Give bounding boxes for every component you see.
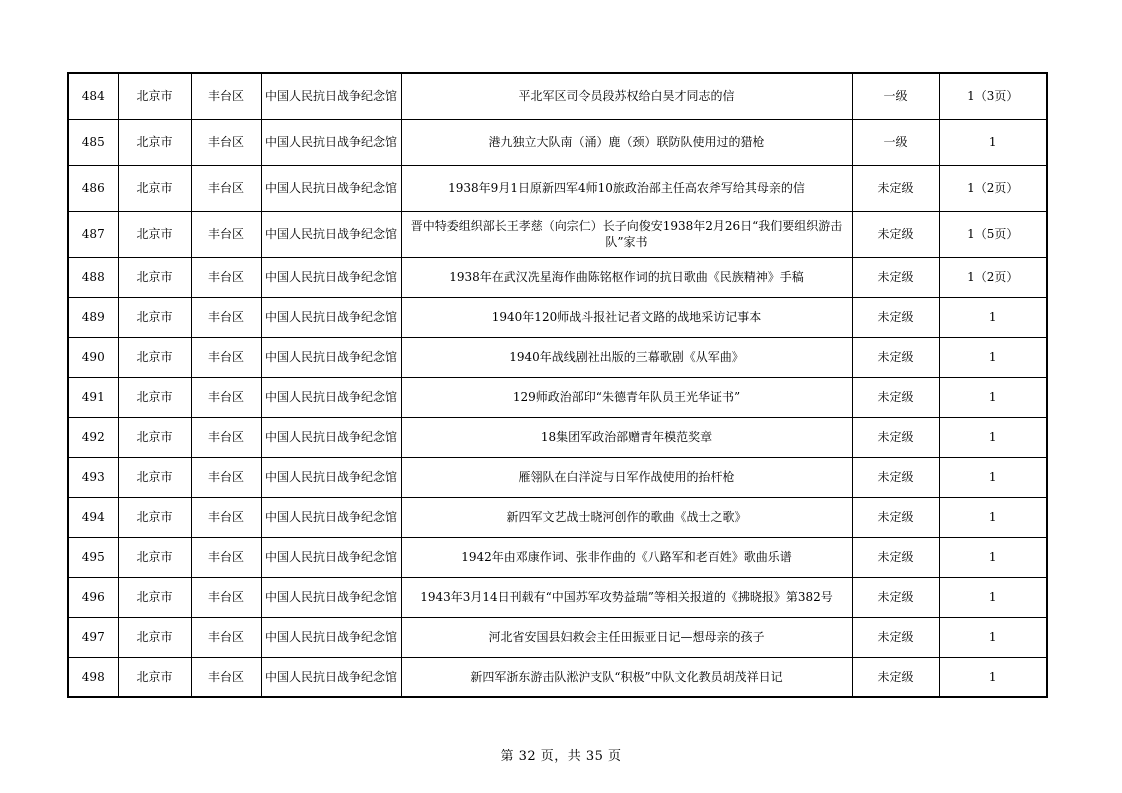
cell-grade: 未定级: [852, 537, 939, 577]
cell-city: 北京市: [118, 337, 191, 377]
cell-quantity: 1: [939, 377, 1047, 417]
cell-district: 丰台区: [191, 497, 261, 537]
cell-item-name: 新四军浙东游击队淞沪支队“积极”中队文化教员胡茂祥日记: [401, 657, 852, 697]
cell-museum: 中国人民抗日战争纪念馆: [261, 617, 401, 657]
cell-quantity: 1: [939, 119, 1047, 165]
cell-item-name: 1943年3月14日刊载有“中国苏军攻势益瑞”等相关报道的《拂晓报》第382号: [401, 577, 852, 617]
cell-quantity: 1: [939, 577, 1047, 617]
cell-grade: 未定级: [852, 257, 939, 297]
cell-grade: 未定级: [852, 417, 939, 457]
cell-quantity: 1: [939, 617, 1047, 657]
cell-quantity: 1: [939, 537, 1047, 577]
cell-museum: 中国人民抗日战争纪念馆: [261, 377, 401, 417]
cell-grade: 未定级: [852, 457, 939, 497]
cell-number: 495: [68, 537, 118, 577]
cell-museum: 中国人民抗日战争纪念馆: [261, 165, 401, 211]
cell-item-name: 1942年由邓康作词、张非作曲的《八路军和老百姓》歌曲乐谱: [401, 537, 852, 577]
cell-quantity: 1: [939, 457, 1047, 497]
cell-city: 北京市: [118, 417, 191, 457]
cell-district: 丰台区: [191, 257, 261, 297]
cell-item-name: 河北省安国县妇救会主任田振亚日记—想母亲的孩子: [401, 617, 852, 657]
cell-museum: 中国人民抗日战争纪念馆: [261, 497, 401, 537]
cell-district: 丰台区: [191, 337, 261, 377]
cell-item-name: 1940年120师战斗报社记者文路的战地采访记事本: [401, 297, 852, 337]
table-row: [68, 417, 1047, 457]
cell-number: 492: [68, 417, 118, 457]
table-row: [68, 617, 1047, 657]
cell-city: 北京市: [118, 297, 191, 337]
cell-number: 489: [68, 297, 118, 337]
cell-item-name: 1938年在武汉冼星海作曲陈铭枢作词的抗日歌曲《民族精神》手稿: [401, 257, 852, 297]
table-row: [68, 165, 1047, 211]
cell-quantity: 1（2页）: [939, 165, 1047, 211]
cell-district: 丰台区: [191, 119, 261, 165]
table-row: [68, 337, 1047, 377]
cell-district: 丰台区: [191, 377, 261, 417]
cell-city: 北京市: [118, 165, 191, 211]
cell-grade: 未定级: [852, 297, 939, 337]
cell-district: 丰台区: [191, 537, 261, 577]
cell-city: 北京市: [118, 119, 191, 165]
table-row: [68, 73, 1047, 119]
cell-museum: 中国人民抗日战争纪念馆: [261, 457, 401, 497]
cell-city: 北京市: [118, 211, 191, 257]
cell-city: 北京市: [118, 577, 191, 617]
table-row: [68, 211, 1047, 257]
cell-district: 丰台区: [191, 297, 261, 337]
cell-item-name: 129师政治部印“朱德青年队员王光华证书”: [401, 377, 852, 417]
cell-museum: 中国人民抗日战争纪念馆: [261, 119, 401, 165]
page-footer: [0, 745, 1122, 764]
cell-quantity: 1（5页）: [939, 211, 1047, 257]
cell-number: 493: [68, 457, 118, 497]
cell-museum: 中国人民抗日战争纪念馆: [261, 417, 401, 457]
cell-grade: 未定级: [852, 657, 939, 697]
cell-quantity: 1（3页）: [939, 73, 1047, 119]
cell-grade: 未定级: [852, 337, 939, 377]
cell-number: 494: [68, 497, 118, 537]
table-body: [68, 73, 1047, 697]
cell-museum: 中国人民抗日战争纪念馆: [261, 657, 401, 697]
cell-item-name: 港九独立大队南（涌）鹿（颈）联防队使用过的猎枪: [401, 119, 852, 165]
cell-grade: 未定级: [852, 211, 939, 257]
cell-district: 丰台区: [191, 617, 261, 657]
cell-city: 北京市: [118, 657, 191, 697]
table-row: [68, 657, 1047, 697]
cell-grade: 一级: [852, 119, 939, 165]
cell-museum: 中国人民抗日战争纪念馆: [261, 297, 401, 337]
cell-city: 北京市: [118, 457, 191, 497]
cell-number: 490: [68, 337, 118, 377]
cell-city: 北京市: [118, 73, 191, 119]
cell-grade: 一级: [852, 73, 939, 119]
page-number-label: 第 32 页，共 35 页: [500, 749, 622, 764]
cell-item-name: 1940年战线剧社出版的三幕歌剧《从军曲》: [401, 337, 852, 377]
cell-museum: 中国人民抗日战争纪念馆: [261, 337, 401, 377]
cell-museum: 中国人民抗日战争纪念馆: [261, 577, 401, 617]
cell-item-name: 18集团军政治部赠青年模范奖章: [401, 417, 852, 457]
table-row: [68, 577, 1047, 617]
cell-number: 486: [68, 165, 118, 211]
cell-district: 丰台区: [191, 417, 261, 457]
cell-number: 491: [68, 377, 118, 417]
cell-district: 丰台区: [191, 73, 261, 119]
cell-quantity: 1: [939, 417, 1047, 457]
table-row: [68, 497, 1047, 537]
cell-number: 485: [68, 119, 118, 165]
cell-grade: 未定级: [852, 497, 939, 537]
cell-district: 丰台区: [191, 211, 261, 257]
cell-city: 北京市: [118, 617, 191, 657]
cell-city: 北京市: [118, 537, 191, 577]
cell-grade: 未定级: [852, 577, 939, 617]
table-row: [68, 257, 1047, 297]
cell-district: 丰台区: [191, 657, 261, 697]
cell-quantity: 1: [939, 297, 1047, 337]
cell-grade: 未定级: [852, 165, 939, 211]
cell-museum: 中国人民抗日战争纪念馆: [261, 257, 401, 297]
cell-number: 488: [68, 257, 118, 297]
cell-museum: 中国人民抗日战争纪念馆: [261, 537, 401, 577]
cell-city: 北京市: [118, 377, 191, 417]
cell-number: 497: [68, 617, 118, 657]
cell-museum: 中国人民抗日战争纪念馆: [261, 73, 401, 119]
cell-number: 487: [68, 211, 118, 257]
cell-city: 北京市: [118, 497, 191, 537]
cell-grade: 未定级: [852, 377, 939, 417]
cell-item-name: 新四军文艺战士晓河创作的歌曲《战士之歌》: [401, 497, 852, 537]
table-row: [68, 377, 1047, 417]
table-row: [68, 457, 1047, 497]
cell-district: 丰台区: [191, 457, 261, 497]
table-row: [68, 537, 1047, 577]
cell-city: 北京市: [118, 257, 191, 297]
table-row: [68, 119, 1047, 165]
cell-item-name: 晋中特委组织部长王孝慈（向宗仁）长子向俊安1938年2月26日“我们要组织游击队”家书: [401, 211, 852, 257]
cell-number: 498: [68, 657, 118, 697]
cell-museum: 中国人民抗日战争纪念馆: [261, 211, 401, 257]
cell-number: 484: [68, 73, 118, 119]
cell-district: 丰台区: [191, 165, 261, 211]
cell-item-name: 雁翎队在白洋淀与日军作战使用的抬杆枪: [401, 457, 852, 497]
cell-number: 496: [68, 577, 118, 617]
cell-quantity: 1（2页）: [939, 257, 1047, 297]
cell-quantity: 1: [939, 337, 1047, 377]
collection-table: [67, 72, 1048, 698]
cell-item-name: 平北军区司令员段苏权给白昊才同志的信: [401, 73, 852, 119]
cell-item-name: 1938年9月1日原新四军4师10旅政治部主任高农斧写给其母亲的信: [401, 165, 852, 211]
table-row: [68, 297, 1047, 337]
cell-quantity: 1: [939, 657, 1047, 697]
cell-district: 丰台区: [191, 577, 261, 617]
cell-grade: 未定级: [852, 617, 939, 657]
cell-quantity: 1: [939, 497, 1047, 537]
